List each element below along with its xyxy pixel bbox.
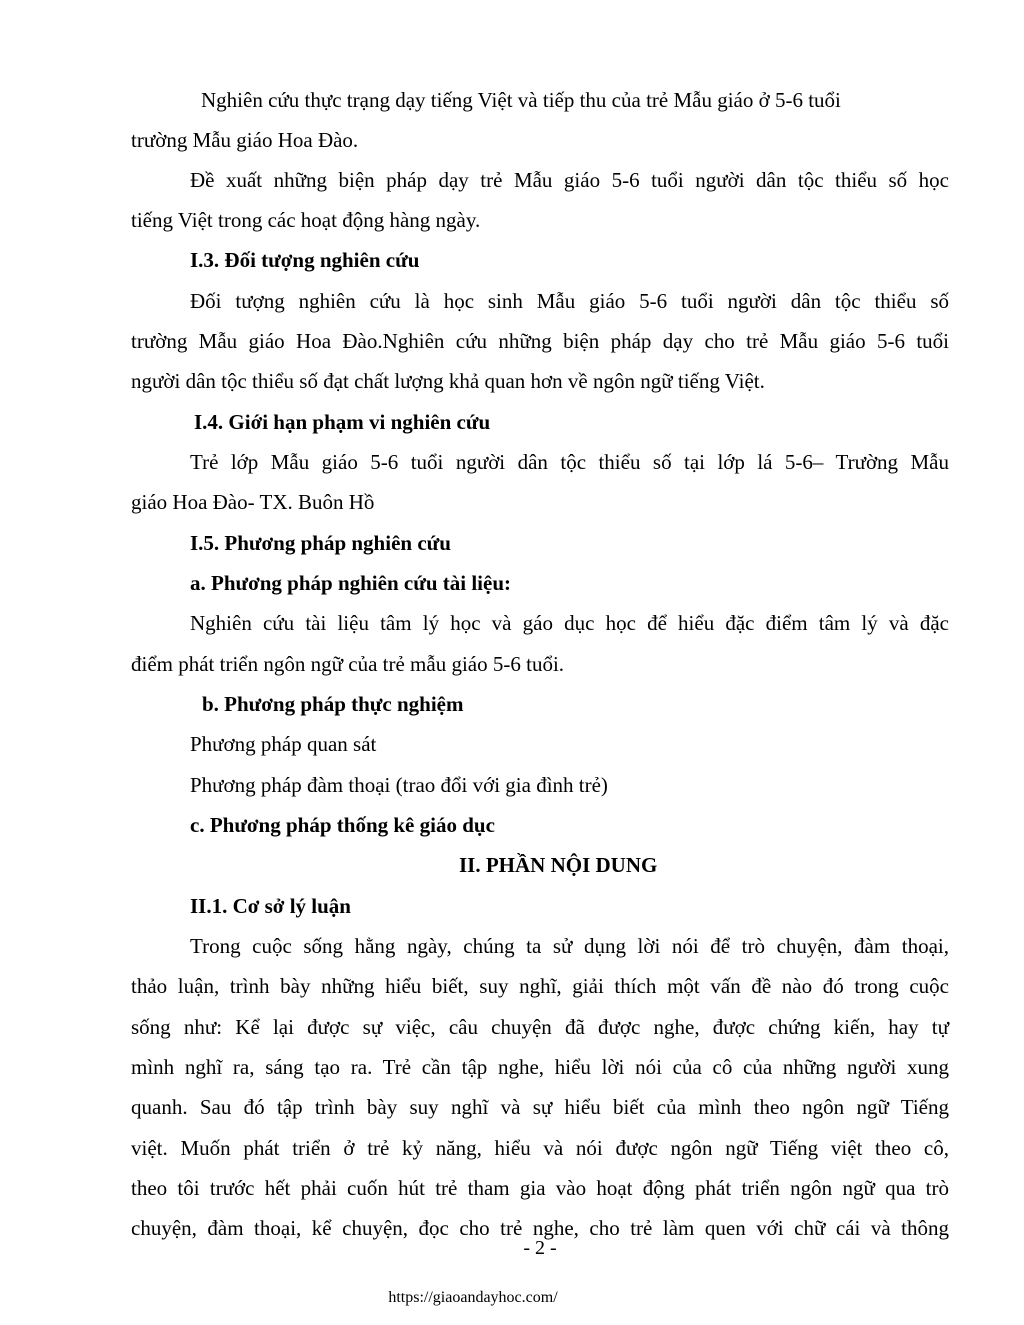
section-heading: I.3. Đối tượng nghiên cứu (190, 248, 420, 272)
paragraph-line: Trẻ lớp Mẫu giáo 5-6 tuổi người dân tộc thiểu số tại lớp lá 5-6– Trường Mẫu (190, 450, 949, 474)
paragraph-line: trường Mẫu giáo Hoa Đào. (131, 128, 359, 152)
subsection-heading: b. Phương pháp thực nghiệm (202, 692, 464, 716)
page-number: - 2 - (523, 1237, 557, 1259)
paragraph-line: Đối tượng nghiên cứu là học sinh Mẫu giáo 5-6 tuổi người dân tộc thiểu số (190, 289, 949, 313)
paragraph-line: việt. Muốn phát triển ở trẻ kỷ năng, hiểu và nói được ngôn ngữ Tiếng việt theo cô, (131, 1136, 949, 1160)
paragraph-line: trường Mẫu giáo Hoa Đào.Nghiên cứu những biện pháp dạy cho trẻ Mẫu giáo 5-6 tuổi (131, 329, 949, 353)
paragraph-line: giáo Hoa Đào- TX. Buôn Hồ (131, 490, 375, 514)
footer-url-link[interactable]: https://giaoandayhoc.com/ (388, 1289, 558, 1306)
paragraph-line: điểm phát triển ngôn ngữ của trẻ mẫu giáo 5-6 tuổi. (131, 652, 565, 676)
paragraph-line: Phương pháp quan sát (190, 732, 377, 756)
paragraph-line: Nghiên cứu tài liệu tâm lý học và gáo dục học để hiểu đặc điểm tâm lý và đặc (190, 611, 949, 635)
paragraph-line: Nghiên cứu thực trạng dạy tiếng Việt và tiếp thu của trẻ Mẫu giáo ở 5-6 tuổi (201, 88, 841, 112)
section-heading: I.5. Phương pháp nghiên cứu (190, 531, 451, 555)
paragraph-line: tiếng Việt trong các hoạt động hàng ngày. (131, 208, 481, 232)
paragraph-line: Đề xuất những biện pháp dạy trẻ Mẫu giáo 5-6 tuổi người dân tộc thiểu số học (190, 168, 949, 192)
paragraph-line: quanh. Sau đó tập trình bày suy nghĩ và sự hiểu biết của mình theo ngôn ngữ Tiếng (131, 1095, 949, 1119)
subsection-heading: a. Phương pháp nghiên cứu tài liệu: (190, 571, 511, 595)
section-heading: II.1. Cơ sở lý luận (190, 894, 351, 918)
section-heading: I.4. Giới hạn phạm vi nghiên cứu (194, 410, 491, 434)
part-title: II. PHẦN NỘI DUNG (459, 853, 658, 877)
paragraph-line: chuyện, đàm thoại, kể chuyện, đọc cho trẻ nghe, cho trẻ làm quen với chữ cái và thông (131, 1216, 949, 1240)
paragraph-line: mình nghĩ ra, sáng tạo ra. Trẻ cần tập nghe, hiểu lời nói của cô của những người xung (131, 1055, 949, 1079)
paragraph-line: Trong cuộc sống hằng ngày, chúng ta sử dụng lời nói để trò chuyện, đàm thoại, (190, 934, 949, 958)
paragraph-line: theo tôi trước hết phải cuốn hút trẻ tham gia vào hoạt động phát triển ngôn ngữ qua trò (131, 1176, 949, 1200)
paragraph-line: sống như: Kể lại được sự việc, câu chuyện đã được nghe, được chứng kiến, hay tự (131, 1015, 949, 1039)
paragraph-line: thảo luận, trình bày những hiểu biết, suy nghĩ, giải thích một vấn đề nào đó trong cuộc (131, 974, 949, 998)
subsection-heading: c. Phương pháp thống kê giáo dục (190, 813, 495, 837)
paragraph-line: người dân tộc thiểu số đạt chất lượng khả quan hơn về ngôn ngữ tiếng Việt. (131, 369, 765, 393)
paragraph-line: Phương pháp đàm thoại (trao đổi với gia đình trẻ) (190, 773, 608, 797)
